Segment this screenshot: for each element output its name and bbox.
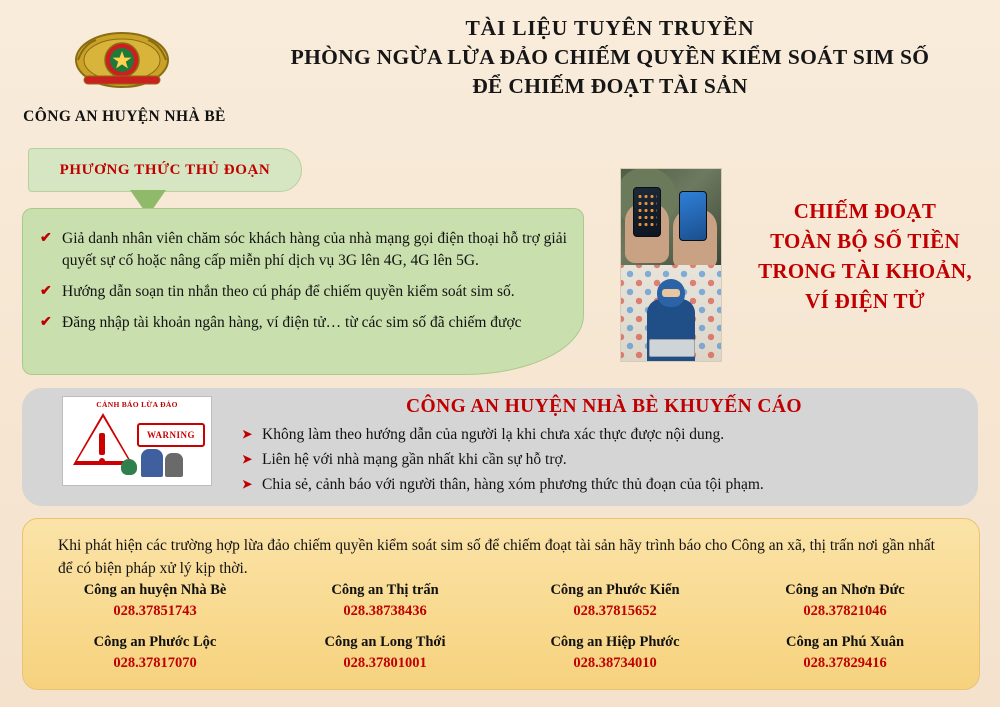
title-line-3: ĐỂ CHIẾM ĐOẠT TÀI SẢN — [472, 74, 748, 98]
title-line-1: TÀI LIỆU TUYÊN TRUYỀN — [465, 16, 755, 40]
method-list — [40, 228, 580, 343]
contact-name: Công an Phú Xuân — [785, 634, 905, 650]
contact-item — [270, 580, 500, 622]
contact-phone[interactable]: 028.37821046 — [803, 603, 887, 619]
report-note: Khi phát hiện các trường hợp lừa đảo chiếm quyền kiểm soát sim số để chiếm đoạt tài sản hãy trình báo cho Công an xã, thị trấn nơi gần nhất để có biện pháp xử lý kịp thời. — [58, 537, 935, 577]
list-item — [242, 424, 972, 445]
contact-item — [730, 580, 960, 622]
warning-triangle-icon — [62, 396, 212, 486]
contact-grid — [40, 580, 960, 674]
contact-item — [40, 580, 270, 622]
arrow-right-icon: ➤ — [242, 477, 253, 491]
contact-item — [270, 632, 500, 674]
poster-header — [0, 0, 1000, 135]
hands-holding-two-phones-photo — [621, 169, 721, 265]
vietnam-police-emblem-icon — [72, 24, 172, 96]
recommendation-list — [242, 424, 972, 499]
photo-collage — [620, 168, 722, 362]
list-item — [242, 449, 972, 470]
contact-item — [40, 632, 270, 674]
contact-name: Công an huyện Nhà Bè — [83, 582, 227, 598]
list-item — [40, 312, 580, 334]
contact-name: Công an Long Thới — [324, 634, 446, 650]
contact-name: Công an Phước Lộc — [93, 634, 217, 650]
callout-line-2: TOÀN BỘ SỐ TIỀN — [770, 229, 960, 253]
list-item — [40, 281, 580, 303]
contact-name: Công an Thị trấn — [331, 582, 439, 598]
method-section-tag-label: PHƯƠNG THỨC THỦ ĐOẠN — [59, 161, 271, 178]
method-item-text: Giả danh nhân viên chăm sóc khách hàng của nhà mạng gọi điện thoại hỗ trợ giải quyết sự cố hoặc nâng cấp miễn phí dịch vụ 3G lên 4G, 4G lên 5G. — [62, 230, 567, 269]
contact-phone[interactable]: 028.37817070 — [113, 655, 197, 671]
title-line-2: PHÒNG NGỪA LỪA ĐẢO CHIẾM QUYỀN KIỂM SOÁT SIM SỐ — [290, 45, 930, 69]
contact-phone[interactable]: 028.38738436 — [343, 603, 427, 619]
method-item-text: Hướng dẫn soạn tin nhắn theo cú pháp để chiếm quyền kiểm soát sim số. — [62, 283, 515, 300]
contact-phone[interactable]: 028.38734010 — [573, 655, 657, 671]
contact-phone[interactable]: 028.37851743 — [113, 603, 197, 619]
recommendation-title: CÔNG AN HUYỆN NHÀ BÈ KHUYẾN CÁO — [406, 396, 802, 417]
contact-name: Công an Nhơn Đức — [785, 582, 905, 598]
list-item — [242, 474, 972, 495]
contact-phone[interactable]: 028.37829416 — [803, 655, 887, 671]
unit-name: CÔNG AN HUYỆN NHÀ BÈ — [23, 108, 226, 125]
method-item-text: Đăng nhập tài khoản ngân hàng, ví điện tử… từ các sim số đã chiếm được — [62, 314, 522, 331]
recommendation-item-text: Liên hệ với nhà mạng gần nhất khi cần sự hỗ trợ. — [262, 451, 567, 468]
method-section-tag — [28, 148, 302, 192]
check-tick-icon: ✔ — [40, 231, 52, 246]
warning-label: WARNING — [137, 423, 205, 447]
contact-phone[interactable]: 028.37815652 — [573, 603, 657, 619]
hacker-with-laptop-photo — [621, 265, 721, 361]
callout-line-1: CHIẾM ĐOẠT — [793, 199, 937, 223]
arrow-right-icon: ➤ — [242, 427, 253, 441]
list-item — [40, 228, 580, 272]
warning-image-caption: CẢNH BÁO LỪA ĐẢO — [96, 400, 178, 409]
contact-name: Công an Phước Kiển — [550, 582, 680, 598]
check-tick-icon: ✔ — [40, 315, 52, 330]
recommendation-item-text: Chia sẻ, cảnh báo với người thân, hàng xóm phương thức thủ đoạn của tội phạm. — [262, 476, 764, 493]
recommendation-item-text: Không làm theo hướng dẫn của người lạ khi chưa xác thực được nội dung. — [262, 426, 725, 443]
arrow-right-icon: ➤ — [242, 452, 253, 466]
contact-item — [500, 632, 730, 674]
contact-item — [730, 632, 960, 674]
page-title — [230, 14, 990, 101]
contact-item — [500, 580, 730, 622]
callout-line-3: TRONG TÀI KHOẢN, — [758, 259, 972, 283]
contact-name: Công an Hiệp Phước — [550, 634, 680, 650]
callout-line-4: VÍ ĐIỆN TỬ — [805, 289, 925, 313]
consequence-callout — [740, 196, 990, 316]
check-tick-icon: ✔ — [40, 284, 52, 299]
contact-phone[interactable]: 028.37801001 — [343, 655, 427, 671]
